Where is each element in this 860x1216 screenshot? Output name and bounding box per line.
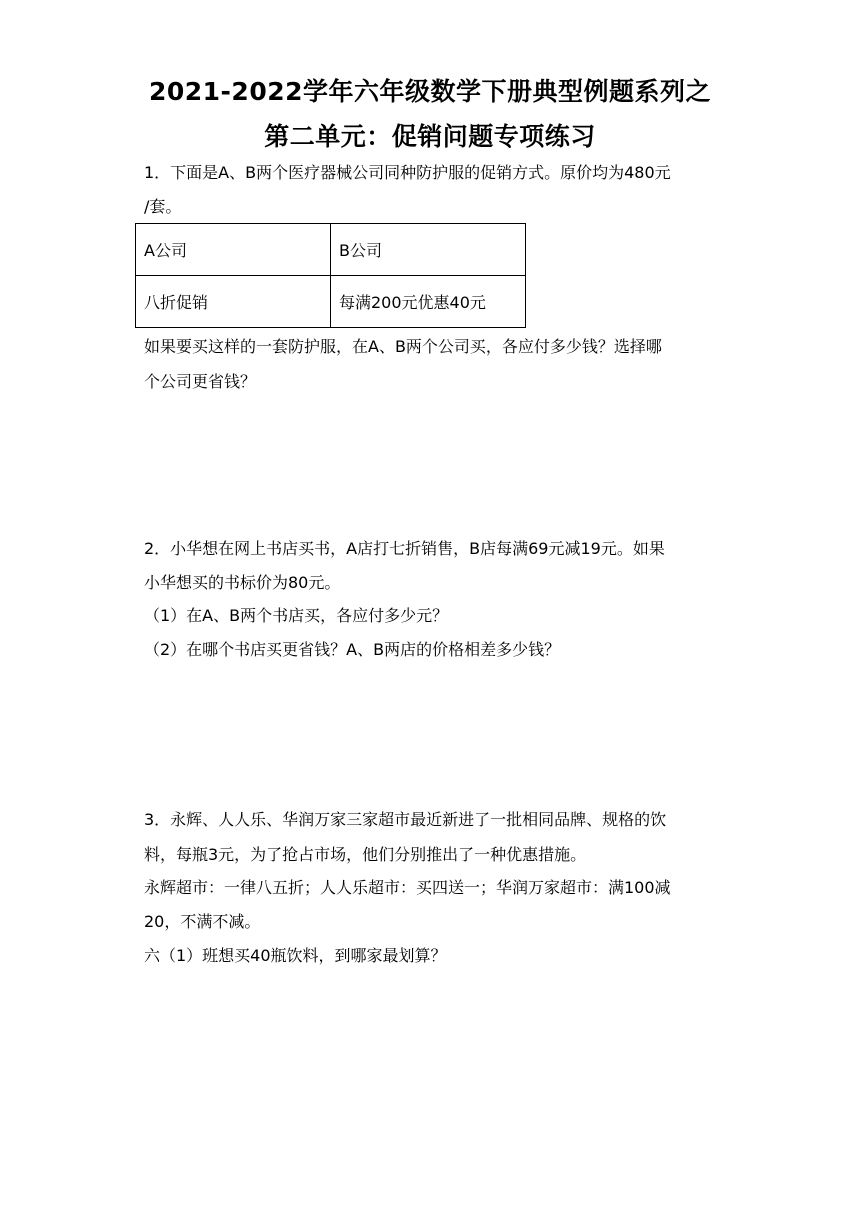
question-1-ask-cont: 个公司更省钱？ — [144, 372, 257, 391]
promotion-table — [135, 223, 526, 328]
question-3-text: 3．永辉、人人乐、华润万家三家超市最近新进了一批相同品牌、规格的饮 — [144, 810, 667, 829]
question-1-text-cont: /套。 — [144, 197, 182, 216]
question-3-text-cont: 料，每瓶3元，为了抢占市场，他们分别推出了一种优惠措施。 — [144, 845, 587, 864]
question-3-offers: 永辉超市：一律八五折；人人乐超市：买四送一；华润万家超市：满100减 — [144, 878, 671, 897]
table-header-company-b: B公司 — [331, 224, 526, 276]
question-1-ask: 如果要买这样的一套防护服，在A、B两个公司买，各应付多少钱？选择哪 — [144, 337, 662, 356]
question-2-text: 2．小华想在网上书店买书，A店打七折销售，B店每满69元减19元。如果 — [144, 539, 665, 558]
table-cell-company-a-promo: 八折促销 — [136, 276, 331, 328]
question-3-offers-cont: 20，不满不减。 — [144, 912, 261, 931]
table-cell-company-b-promo: 每满200元优惠40元 — [331, 276, 526, 328]
table-row — [136, 224, 526, 276]
worksheet-subtitle: 第二单元：促销问题专项练习 — [264, 122, 596, 151]
worksheet-title: 2021-2022学年六年级数学下册典型例题系列之 — [148, 77, 712, 106]
question-2-text-cont: 小华想买的书标价为80元。 — [144, 573, 341, 592]
question-2-sub-1: （1）在A、B两个书店买，各应付多少元？ — [144, 606, 449, 625]
question-3-ask: 六（1）班想买40瓶饮料，到哪家最划算？ — [144, 946, 447, 965]
question-1-text: 1．下面是A、B两个医疗器械公司同种防护服的促销方式。原价均为480元 — [144, 163, 671, 182]
table-row — [136, 276, 526, 328]
table-header-company-a: A公司 — [136, 224, 331, 276]
question-2-sub-2: （2）在哪个书店买更省钱？A、B两店的价格相差多少钱？ — [144, 640, 561, 659]
